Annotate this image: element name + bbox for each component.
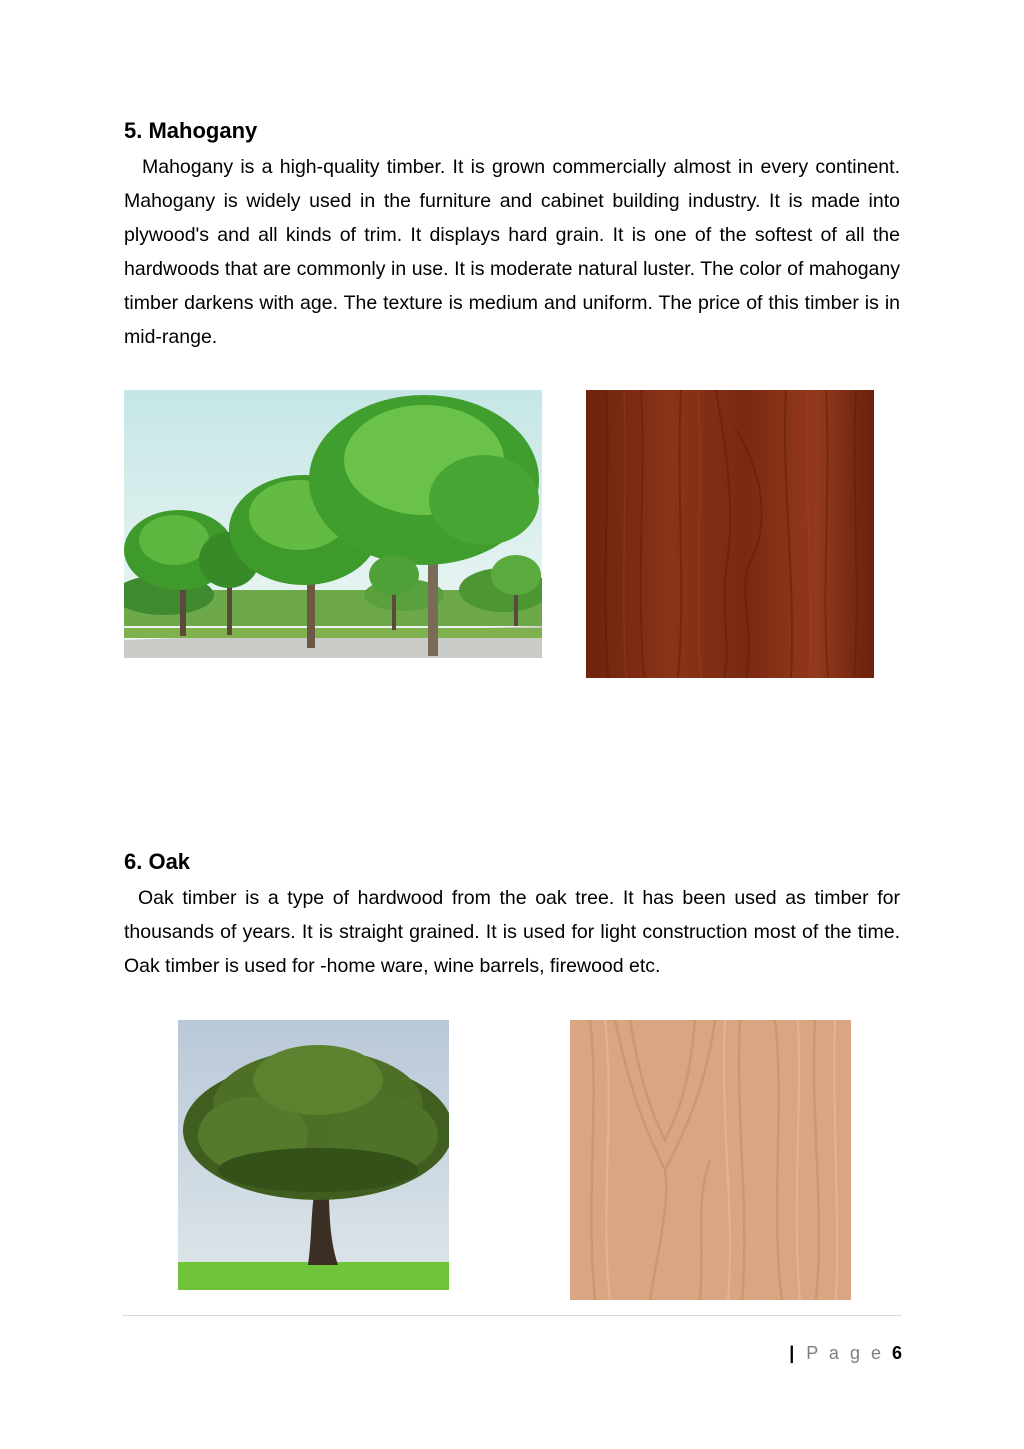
section-body-mahogany: Mahogany is a high-quality timber. It is grown commercially almost in every continent. Mahogany is widely used in the furniture and cabinet building industry. It is made into plywood's and all kinds of trim. It displays hard grain. It is one of the softest of all the hardwoods that are commonly in use. It is moderate natural luster. The color of mahogany timber darkens with age. The texture is medium and uniform. The price of this timber is in mid-range. [124,156,900,348]
mahogany-wood-texture-image [586,390,874,678]
mahogany-trees-image [124,390,542,658]
page-footer [789,1342,902,1364]
oak-tree-image [178,1020,449,1290]
section-title-mahogany: 5. Mahogany [124,118,258,143]
oak-wood-texture-image [570,1020,851,1300]
footer-separator: | [789,1343,795,1363]
page-label: P a g e [806,1343,884,1363]
section-body-oak: Oak timber is a type of hardwood from the oak tree. It has been used as timber for thousands of years. It is straight grained. It is used for light construction most of the time. Oak timber is used for -home ware, wine barrels, firewood etc. [124,887,900,977]
section-title-oak: 6. Oak [124,849,191,874]
page-number: 6 [891,1343,902,1363]
footer-divider [122,1315,902,1316]
